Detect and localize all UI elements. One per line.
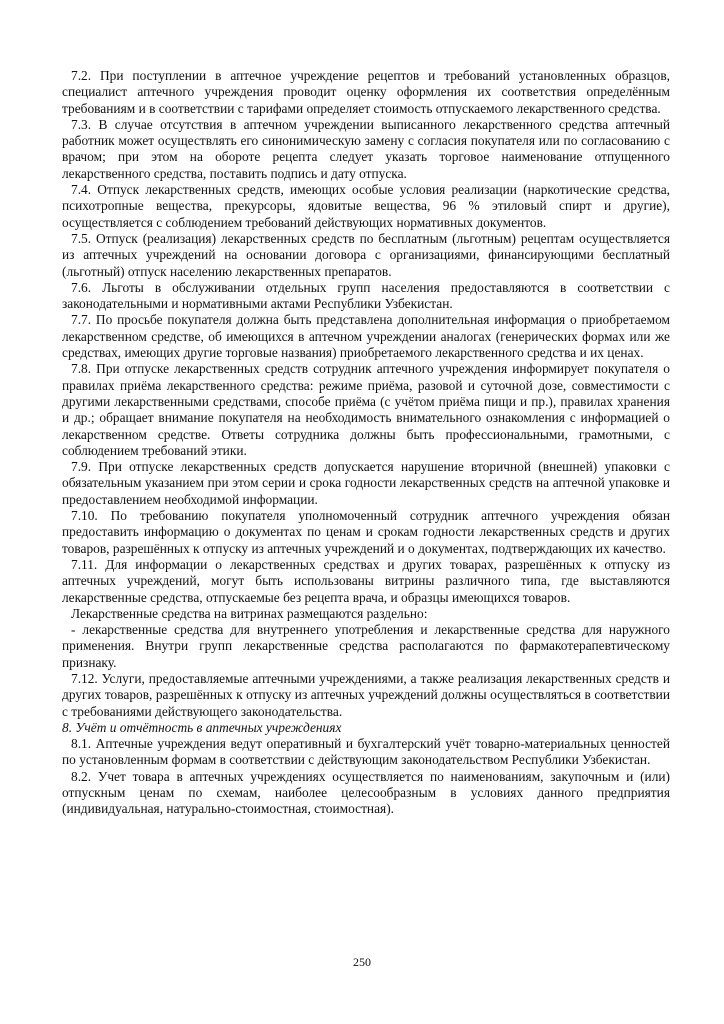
paragraph-7-7: 7.7. По просьбе покупателя должна быть представлена дополнительная информация о приобретаемом лекарственном средстве, об имеющихся в аптечном учреждении аналогах (генерических формах или же средствах, имеющих другие торговые названия) приобретаемого лекарственного средства и их ценах. (62, 312, 670, 361)
paragraph-7-2: 7.2. При поступлении в аптечное учреждение рецептов и требований установленных образцов, специалист аптечного учреждения проводит оценку оформления их соответствия определённым требованиям и в соответствии с тарифами определяет стоимость отпускаемого лекарственного средства. (62, 68, 670, 116)
paragraph-showcase-list-item: - лекарственные средства для внутреннего употребления и лекарственные средства для наружного применения. Внутри групп лекарственные средства располагаются по фармакотерапевтическому признаку. (62, 622, 670, 670)
paragraph-7-3: 7.3. В случае отсутствия в аптечном учреждении выписанного лекарственного средства аптечный работник может осуществлять его синонимическую замену с согласия покупателя или по согласованию с врачом; при этом на обороте рецепта следует указать торговое наименование отпущенного лекарственного средства, поставить подпись и дату отпуска. (62, 116, 670, 181)
paragraph-7-6: 7.6. Льготы в обслуживании отдельных групп населения предоставляются в соответствии с законодательными и нормативными актами Республики Узбекистан. (62, 279, 670, 312)
paragraph-7-12: 7.12. Услуги, предоставляемые аптечными учреждениями, а также реализация лекарственных средств и других товаров, разрешённых к отпуску из аптечных учреждений должны осуществляться в соответствии с требованиями действующего законодательства. (62, 670, 670, 719)
paragraph-8-1: 8.1. Аптечные учреждения ведут оперативный и бухгалтерский учёт товарно-материальных ценностей по установленным формам в соответствии с действующим законодательством Республики Узбекистан. (62, 736, 670, 768)
section-heading-8: 8. Учёт и отчётность в аптечных учреждениях (62, 719, 342, 735)
page-body (62, 68, 670, 818)
paragraph-7-10: 7.10. По требованию покупателя уполномоченный сотрудник аптечного учреждения обязан предоставить информацию о документах по ценам и срокам годности лекарственных средств и других товаров, разрешённых к отпуску из аптечных учреждений и о документах, подтверждающих их качество. (62, 508, 670, 556)
page-number: 250 (353, 955, 371, 969)
paragraph-7-8: 7.8. При отпуске лекарственных средств сотрудник аптечного учреждения информирует покупателя о правилах приёма лекарственного средства: режиме приёма, разовой и суточной дозе, совместимости с другими лекарственными средствами, способе приёма (с учётом приёма пищи и пр.), правилах хранения и др.; обращает внимание покупателя на необходимость внимательного ознакомления с информацией о лекарственном средстве. Ответы сотрудника должны быть профессиональными, грамотными, с соблюдением требований этики. (62, 361, 670, 458)
paragraph-7-5: 7.5. Отпуск (реализация) лекарственных средств по бесплатным (льготным) рецептам осуществляется из аптечных учреждений на основании договора с организациями, финансирующими бесплатный (льготный) отпуск населению лекарственных препаратов. (62, 230, 670, 279)
paragraph-7-9: 7.9. При отпуске лекарственных средств допускается нарушение вторичной (внешней) упаковки с обязательным указанием при этом серии и срока годности лекарственных средств на аптечной упаковке и предоставлением необходимой информации. (62, 459, 670, 507)
paragraph-7-4: 7.4. Отпуск лекарственных средств, имеющих особые условия реализации (наркотические средства, психотропные вещества, прекурсоры, ядовитые вещества, 96 % этиловый спирт и другие), осуществляется с соблюдением требований действующих нормативных документов. (62, 182, 670, 230)
paragraph-7-11: 7.11. Для информации о лекарственных средствах и других товарах, разрешённых к отпуску из аптечных учреждений, могут быть использованы витрины различного типа, где выставляются лекарственные средства, отпускаемые без рецепта врача, и образцы имеющихся товаров. (62, 556, 670, 605)
paragraph-8-2: 8.2. Учет товара в аптечных учреждениях осуществляется по наименованиям, закупочным и (или) отпускным ценам по схемам, наиболее целесообразным в условиях данного предприятия (индивидуальная, натурально-стоимостная, стоимостная). (62, 768, 670, 817)
paragraph-showcase-intro: Лекарственные средства на витринах размещаются раздельно: (71, 605, 428, 621)
